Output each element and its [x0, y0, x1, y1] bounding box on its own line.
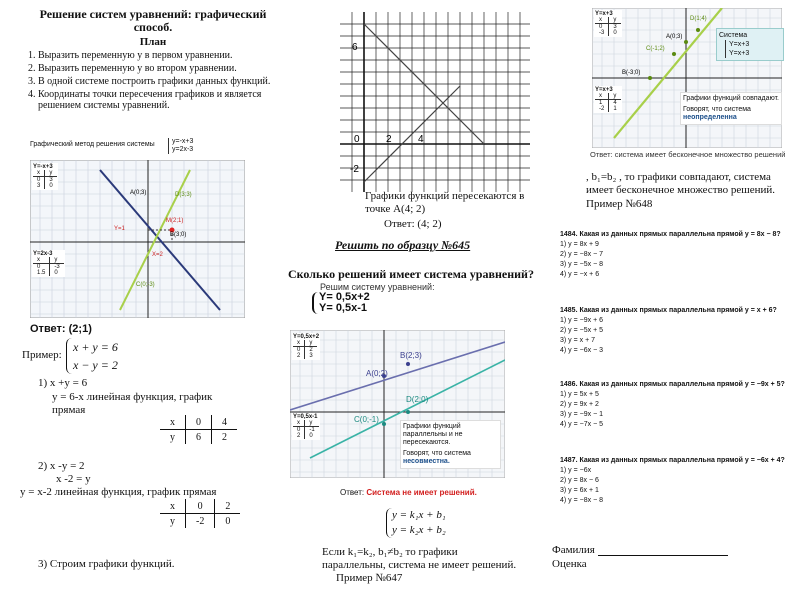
answer-1: Ответ: (2;1)	[30, 323, 92, 335]
value-table: x y 0 3 -3 0	[595, 17, 621, 36]
point-a	[684, 40, 688, 44]
label-y1: Y=1	[114, 226, 125, 232]
label-c: C(-1;2)	[646, 46, 665, 52]
equation: Y=x+3	[729, 41, 750, 48]
label-c: C(0;-3)	[136, 282, 155, 288]
value-table: x y 0 -1 2 0	[293, 420, 319, 439]
point-c	[382, 422, 386, 426]
answer-option[interactable]: 3) y = −5x − 8	[560, 261, 603, 268]
tick-2: 2	[386, 134, 392, 145]
system-label: Система	[719, 32, 748, 39]
answer-option[interactable]: 1) y = 5x + 5	[560, 391, 599, 398]
general-system	[386, 508, 446, 538]
graph-system	[168, 138, 193, 154]
table-b: x 0 2 y -2 0	[160, 499, 240, 528]
table-header: Y=2x-3	[33, 251, 53, 257]
grade-label: Оценка	[552, 558, 587, 570]
note-text: Говорят, что система	[403, 450, 471, 457]
graph3-table1	[292, 333, 320, 360]
exercise-1485: 1485. Какая из данных прямых параллельна прямой y = x + 6? 1) y = −9x + 6 2) y = −5x + 5 3) y = x + 7 4) y = −6x − 3	[558, 306, 786, 356]
graph-2	[340, 12, 530, 192]
coincide-rule: , b₁=b₂ , то графики совпадают, система имеет бесконечное множество решений.	[586, 171, 776, 196]
table-a: x 0 4 y 6 2	[160, 415, 237, 444]
note-text: Графики функций совпадают.	[683, 95, 779, 102]
exercise-1484: 1484. Какая из данных прямых параллельна прямой y = 8x − 8? 1) y = 8x + 9 2) y = −8x − 7 3) y = −5x − 8 4) y = −x + 6	[558, 230, 786, 280]
tick-6: 6	[352, 42, 358, 53]
label-b: B(3;0)	[170, 232, 187, 238]
example-648: Пример №648	[586, 198, 653, 210]
point-d	[696, 28, 700, 32]
answer-option[interactable]: 1) y = −6x	[560, 467, 592, 474]
value-table: x y 0 2 2 3	[293, 340, 317, 359]
answer-option[interactable]: 2) y = 8x − 6	[560, 477, 599, 484]
graph-caption: Графический метод решения системы	[30, 141, 155, 148]
system-2	[312, 292, 370, 314]
answer-option[interactable]: 4) y = −8x − 8	[560, 497, 603, 504]
point-d	[406, 410, 410, 414]
step-2-line: y = x-2 линейная функция, график прямая	[20, 486, 217, 498]
point-b	[406, 362, 410, 366]
equation: y = k₂x + b₂	[392, 524, 446, 536]
grid	[340, 12, 530, 192]
equation: x + y = 6	[73, 340, 118, 354]
plan-step: 1. Выразить переменную у в первом уравнении.	[38, 50, 283, 61]
equation: y=2x-3	[172, 146, 194, 153]
page-title: Решение систем уравнений: графический способ.	[39, 7, 267, 34]
label-d: D(3;3)	[175, 192, 192, 198]
example-label: Пример:	[22, 349, 62, 361]
note-text: Графики функций параллельны и не пересекаются.	[403, 423, 463, 446]
note-text: Говорят, что система	[683, 106, 751, 113]
table-header: Y=x+3	[595, 11, 613, 17]
label-b: B(-3;0)	[622, 70, 641, 76]
graph2-caption: Графики функций пересекаются в точке А(4; 2)	[365, 190, 525, 215]
answer-option[interactable]: 2) y = −8x − 7	[560, 251, 603, 258]
answer-option[interactable]: 2) y = 9x + 2	[560, 401, 599, 408]
plan-list	[10, 50, 283, 113]
tick-0: 0	[354, 134, 360, 145]
label-b: B(2;3)	[400, 351, 422, 360]
table-header: Y=-x+3	[33, 164, 53, 170]
label-m: M(2;1)	[166, 218, 184, 224]
label-c: C(0;-1)	[354, 415, 379, 424]
parallel-note	[400, 420, 501, 469]
value-table: x y 0 -3 1.5 0	[33, 257, 64, 276]
equation: Y= 0,5x-1	[319, 302, 368, 314]
answer-option[interactable]: 1) y = 8x + 9	[560, 241, 599, 248]
graph1-table2	[32, 250, 65, 277]
label-d: D(1;4)	[690, 16, 707, 22]
answer-option[interactable]: 4) y = −7x − 5	[560, 421, 603, 428]
value-table: x y 0 3 3 0	[33, 170, 57, 189]
label-a: A(0;2)	[366, 369, 388, 378]
table-header: Y=0,5x+2	[293, 334, 320, 340]
equation: Y=x+3	[729, 50, 750, 57]
equation: x − y = 2	[73, 358, 118, 372]
answer-option[interactable]: 1) y = −9x + 6	[560, 317, 603, 324]
equation: Y= 0,5x+2	[319, 291, 370, 303]
tick-4: 4	[418, 134, 424, 145]
tick-minus-2: -2	[350, 164, 359, 175]
plan-heading: План	[139, 36, 167, 48]
graph-frame	[30, 160, 245, 318]
coincide-note	[680, 92, 782, 125]
table-header: Y=0,5x-1	[293, 414, 318, 420]
step-2: 2) x -y = 2	[38, 460, 85, 472]
answer-option[interactable]: 4) y = −x + 6	[560, 271, 600, 278]
note-keyword: неопределенна	[683, 114, 737, 121]
value-table: x y 1 4 -2 1	[595, 93, 621, 112]
answer-option[interactable]: 3) y = −9x − 1	[560, 411, 603, 418]
graph3-table2	[292, 413, 320, 440]
exercise-1486: 1486. Какая из данных прямых параллельна прямой y = −9x + 5? 1) y = 5x + 5 2) y = 9x + 2 3) y = −9x − 1 4) y = −7x − 5	[560, 381, 785, 428]
answer-4: Ответ: система имеет бесконечное множество решений	[590, 150, 786, 159]
step-2-detail: x -2 = y	[56, 473, 91, 485]
plan-step: 3. В одной системе построить графики данных функций.	[38, 76, 283, 87]
answer-option[interactable]: 3) y = x + 7	[560, 337, 596, 344]
point-c	[672, 52, 676, 56]
note-keyword: несовместна.	[403, 458, 450, 465]
graph4-table1	[594, 10, 622, 37]
step-3: 3) Строим графики функций.	[38, 558, 175, 570]
answer-option[interactable]: 3) y = 6x + 1	[560, 487, 599, 494]
system-title: Решим систему уравнений:	[320, 282, 435, 292]
equation: y=-x+3	[172, 138, 194, 145]
example-647: Пример №647	[336, 572, 403, 584]
plan-step: 4. Координаты точки пересечения графиков и является решением системы уравнений.	[38, 89, 283, 111]
answer-3: Ответ: Система не имеет решений.	[340, 488, 477, 497]
graph4-table2	[594, 86, 622, 113]
equation: y = k₁x + b₁	[392, 509, 446, 521]
step-1-detail: y = 6-x линейная функция, график прямая	[52, 391, 213, 416]
example-system	[66, 338, 118, 374]
solve-by-sample: Решить по образцу №645	[335, 238, 471, 252]
answer-option[interactable]: 2) y = −5x + 5	[560, 327, 603, 334]
label-x2: X=2	[152, 252, 163, 258]
table-header: Y=x+3	[595, 87, 613, 93]
point-b	[648, 76, 652, 80]
exercise-1487: 1487. Какая из данных прямых параллельна прямой y = −6x + 4? 1) y = −6x 2) y = 8x − 6 3) y = 6x + 1 4) y = −8x − 8	[560, 457, 785, 504]
step-1: 1) x +y = 6	[38, 377, 88, 389]
graph-1	[30, 160, 245, 318]
plan-step: 2. Выразить переменную у во втором уравнении.	[38, 63, 283, 74]
label-a: A(0;3)	[666, 34, 683, 40]
question: Сколько решений имеет система уравнений?	[288, 267, 534, 281]
system-box	[716, 28, 784, 61]
answer-2: Ответ: (4; 2)	[384, 218, 442, 230]
label-d: D(2;0)	[406, 395, 429, 404]
graph1-table1	[32, 163, 58, 190]
label-a: A(0;3)	[130, 190, 147, 196]
parallel-rule: Если k₁=k₂, b₁≠b₂ то графики параллельны, система не имеет решений.	[322, 546, 517, 571]
answer-option[interactable]: 4) y = −6x − 3	[560, 347, 603, 354]
answer-highlight: Система не имеет решений.	[366, 488, 477, 497]
surname-field[interactable]	[598, 555, 728, 556]
surname-label: Фамилия	[552, 544, 595, 556]
